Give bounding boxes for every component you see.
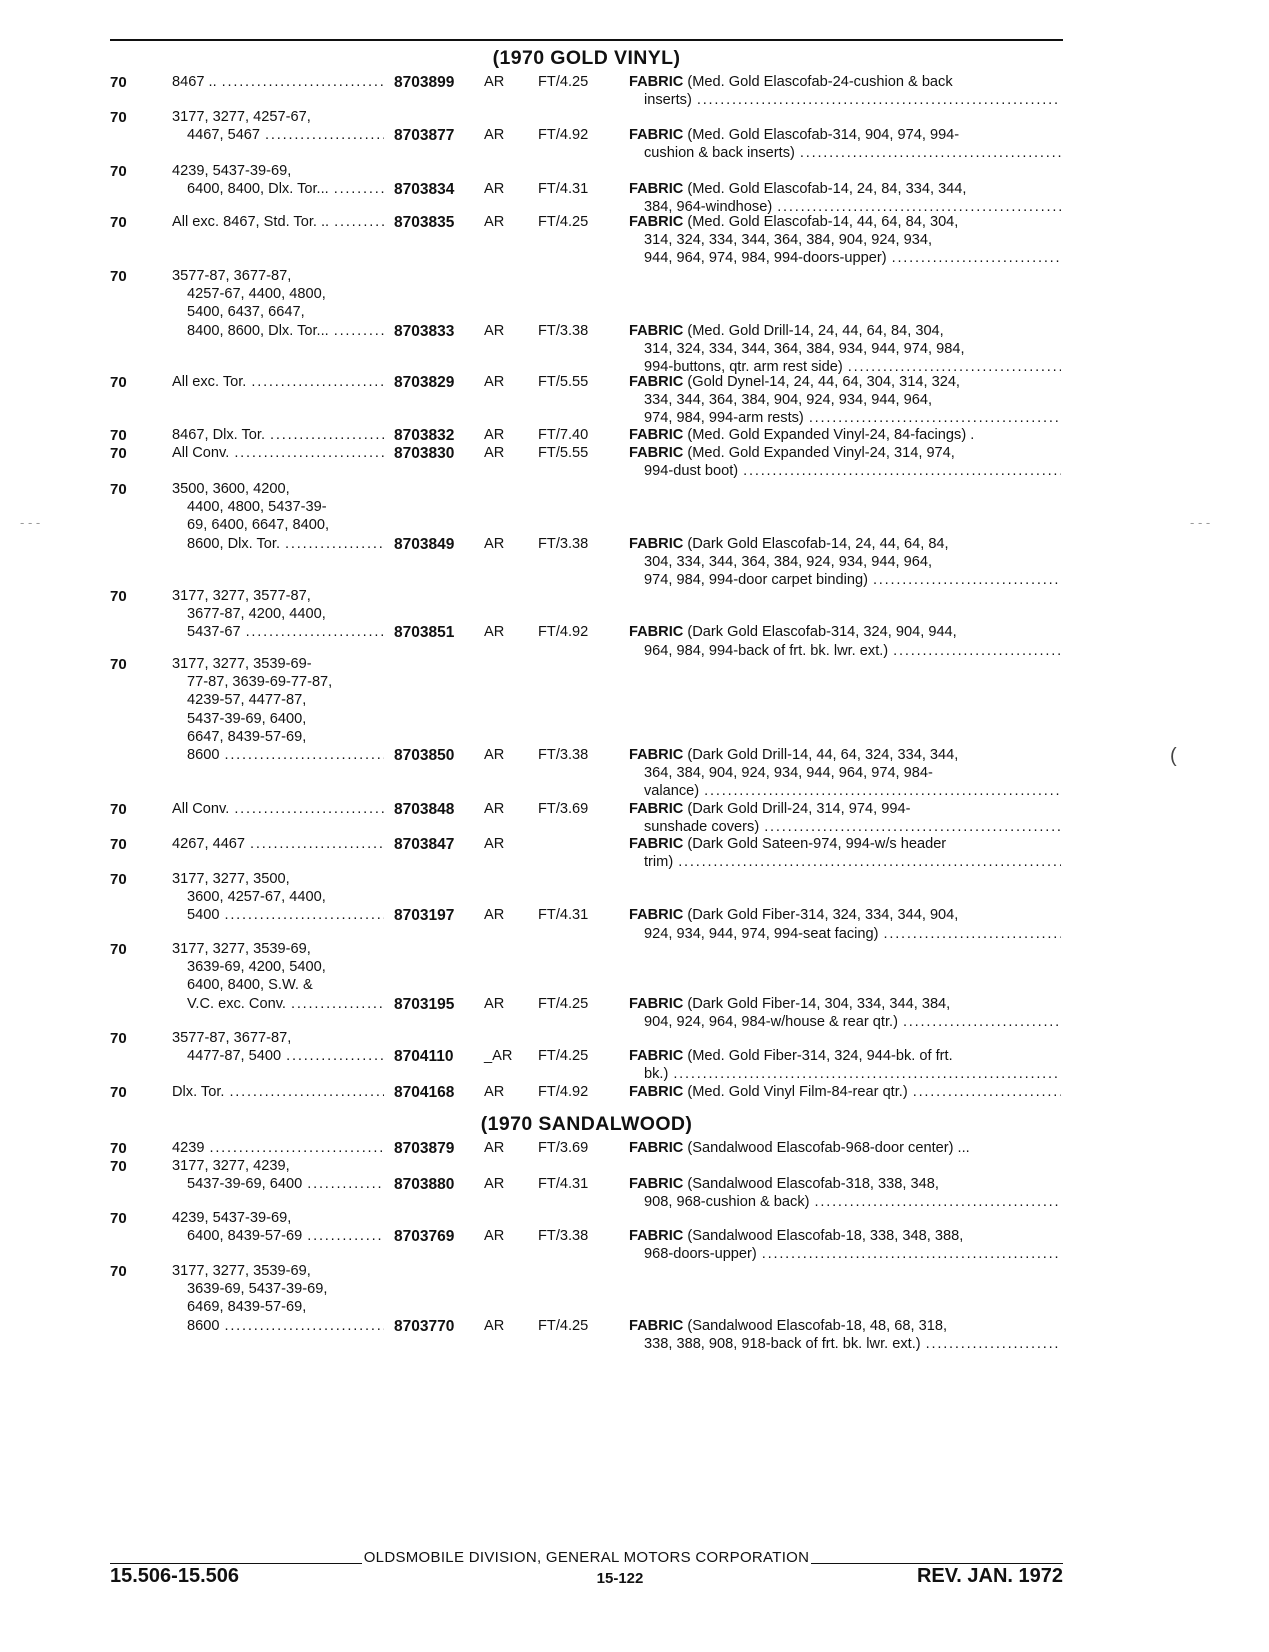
- leader-dots: [893, 642, 1061, 660]
- entry-year: 70: [110, 1210, 127, 1227]
- leader-dots: [224, 1317, 384, 1335]
- entry-unit: FT/4.92: [538, 127, 589, 144]
- entry-part-number: 8703197: [394, 907, 455, 925]
- model-line: 4239-57, 4477-87,: [187, 692, 307, 709]
- entry-year: 70: [110, 109, 127, 126]
- entry-model: [172, 162, 384, 198]
- leader-dots: [743, 462, 1061, 480]
- entry-part-number: 8703879: [394, 1140, 455, 1157]
- leader-dots: [334, 322, 384, 340]
- leader-dots: [270, 426, 384, 444]
- leader-dots: [764, 818, 1061, 836]
- leader-dots: [926, 1335, 1061, 1353]
- model-line: 4267, 4467: [172, 836, 246, 852]
- footer-revision: REV. JAN. 1972: [916, 1565, 1063, 1587]
- description-line: 968-doors-upper): [644, 1246, 757, 1263]
- entry-quantity: AR: [484, 427, 505, 443]
- entry-unit: FT/4.31: [538, 181, 589, 198]
- description-keyword: FABRIC: [629, 535, 684, 552]
- model-line: 5400, 6437, 6647,: [187, 304, 305, 321]
- model-line: 3577-87, 3677-87,: [172, 268, 292, 284]
- entry-quantity: AR: [484, 801, 505, 817]
- description-line: (Gold Dynel-14, 24, 44, 64, 304, 314, 324,: [687, 374, 960, 390]
- model-line: 5400: [187, 907, 220, 924]
- leader-dots: [246, 623, 384, 641]
- description-line: 384, 964-windhose): [644, 199, 773, 216]
- description-line: (Med. Gold Elascofab-314, 904, 974, 994-: [687, 127, 960, 144]
- entry-quantity: AR: [484, 535, 505, 552]
- leader-dots: [873, 571, 1061, 589]
- description-line: cushion & back inserts): [644, 145, 795, 162]
- model-line: 3639-69, 4200, 5400,: [187, 959, 326, 976]
- description-line: (Dark Gold Elascofab-314, 324, 904, 944,: [687, 624, 957, 641]
- entry-part-number: 8703899: [394, 74, 455, 91]
- entry-quantity: AR: [484, 181, 505, 198]
- description-keyword: FABRIC: [629, 1048, 684, 1065]
- scan-mark: - - -: [20, 515, 41, 530]
- entry-quantity: AR: [484, 445, 505, 461]
- top-rule: [110, 39, 1063, 41]
- model-line: 6469, 8439-57-69,: [187, 1299, 307, 1316]
- entry-unit: FT/3.38: [538, 747, 589, 763]
- entry-quantity: AR: [484, 127, 505, 144]
- entry-model: [172, 1029, 384, 1065]
- entry-year: 70: [110, 1084, 127, 1101]
- entry-model: [172, 1262, 384, 1335]
- description-line: bk.): [644, 1066, 669, 1083]
- entry-unit: FT/4.31: [538, 1176, 589, 1193]
- leader-dots: [229, 1083, 384, 1101]
- model-line: 3677-87, 4200, 4400,: [187, 606, 326, 623]
- model-line: 8467, Dlx. Tor.: [172, 427, 266, 443]
- model-line: 3177, 3277, 3539-69,: [172, 941, 311, 957]
- entry-part-number: 8703832: [394, 427, 455, 444]
- entry-year: 70: [110, 1158, 127, 1175]
- entry-year: 70: [110, 163, 127, 180]
- entry-unit: FT/4.25: [538, 1317, 589, 1334]
- section-title-gold-vinyl: (1970 GOLD VINYL): [492, 47, 681, 69]
- entry-part-number: 8703830: [394, 445, 455, 462]
- entry-quantity: AR: [484, 624, 505, 641]
- model-line: 8600: [187, 1317, 220, 1334]
- description-line: (Dark Gold Drill-24, 314, 974, 994-: [687, 801, 911, 817]
- entry-description: [629, 322, 1061, 377]
- entry-part-number: 8703847: [394, 836, 455, 853]
- entry-year: 70: [110, 374, 127, 391]
- description-keyword: FABRIC: [629, 995, 684, 1012]
- leader-dots: [334, 180, 384, 198]
- description-line: 314, 324, 334, 344, 364, 384, 904, 924, 934,: [644, 232, 933, 249]
- entry-unit: FT/5.55: [538, 445, 589, 461]
- entry-description: [629, 126, 1061, 162]
- leader-dots: [809, 409, 1061, 427]
- entry-description: [629, 73, 1061, 109]
- entry-unit: FT/4.92: [538, 624, 589, 641]
- description-keyword: FABRIC: [629, 445, 684, 461]
- leader-dots: [704, 782, 1061, 800]
- leader-dots: [307, 1175, 384, 1193]
- leader-dots: [307, 1227, 384, 1245]
- entry-part-number: 8704110: [394, 1048, 454, 1066]
- description-keyword: FABRIC: [629, 1140, 684, 1156]
- entry-part-number: 8703851: [394, 624, 455, 642]
- model-line: 6400, 8400, S.W. &: [187, 977, 313, 994]
- description-line: inserts): [644, 92, 692, 109]
- description-line: (Med. Gold Expanded Vinyl-24, 84-facings) .: [687, 427, 975, 443]
- entry-part-number: 8704168: [394, 1084, 455, 1101]
- model-line: 5437-67: [187, 624, 241, 641]
- description-line: (Sandalwood Elascofab-18, 338, 348, 388,: [687, 1228, 964, 1245]
- entry-description: [629, 426, 1061, 444]
- description-keyword: FABRIC: [629, 427, 684, 443]
- model-line: 8600, Dlx. Tor.: [187, 535, 281, 552]
- entry-year: 70: [110, 941, 127, 958]
- model-line: V.C. exc. Conv.: [187, 995, 286, 1012]
- entry-model: [172, 426, 384, 444]
- entry-year: 70: [110, 268, 127, 285]
- entry-description: [629, 180, 1061, 216]
- entry-model: [172, 373, 384, 391]
- leader-dots: [285, 535, 384, 553]
- description-line: 364, 384, 904, 924, 934, 944, 964, 974, 984-: [644, 765, 933, 782]
- description-line: 314, 324, 334, 344, 364, 384, 934, 944, 974, 984,: [644, 340, 965, 357]
- leader-dots: [224, 746, 384, 764]
- entry-model: [172, 655, 384, 764]
- leader-dots: [815, 1193, 1062, 1211]
- entry-model: [172, 835, 384, 853]
- entry-year: 70: [110, 427, 127, 444]
- entry-model: [172, 108, 384, 144]
- entry-description: [629, 213, 1061, 268]
- entry-unit: FT/3.38: [538, 1228, 589, 1245]
- entry-model: [172, 213, 384, 231]
- entry-unit: FT/4.25: [538, 214, 589, 230]
- entry-part-number: 8703769: [394, 1228, 455, 1246]
- entry-model: [172, 267, 384, 340]
- entry-description: [629, 1175, 1061, 1211]
- description-keyword: FABRIC: [629, 1317, 684, 1334]
- description-line: 974, 984, 994-arm rests): [644, 410, 804, 427]
- description-line: 338, 388, 908, 918-back of frt. bk. lwr. ext.): [644, 1335, 921, 1352]
- entry-part-number: 8703835: [394, 214, 455, 231]
- leader-dots: [291, 995, 384, 1013]
- entry-unit: FT/5.55: [538, 374, 589, 390]
- footer-page-number: 15-122: [596, 1570, 644, 1587]
- description-line: 944, 964, 974, 984, 994-doors-upper): [644, 250, 887, 267]
- footer-section-range: 15.506-15.506: [110, 1565, 240, 1587]
- entry-quantity: AR: [484, 74, 505, 90]
- entry-model: [172, 480, 384, 553]
- description-line: (Sandalwood Elascofab-18, 48, 68, 318,: [687, 1317, 948, 1334]
- leader-dots: [892, 249, 1061, 267]
- leader-dots: [234, 444, 384, 462]
- entry-model: [172, 1139, 384, 1157]
- description-keyword: FABRIC: [629, 74, 684, 90]
- entry-description: [629, 1083, 1061, 1101]
- entry-year: 70: [110, 1263, 127, 1280]
- description-keyword: FABRIC: [629, 374, 684, 390]
- model-line: 4467, 5467: [187, 127, 261, 144]
- entry-year: 70: [110, 481, 127, 498]
- model-line: 6400, 8439-57-69: [187, 1228, 303, 1245]
- entry-unit: FT/3.69: [538, 801, 589, 817]
- model-line: 69, 6400, 6647, 8400,: [187, 517, 330, 534]
- entry-model: [172, 870, 384, 925]
- description-line: (Dark Gold Drill-14, 44, 64, 324, 334, 344,: [687, 747, 959, 763]
- entry-model: [172, 1083, 384, 1101]
- entry-description: [629, 906, 1061, 942]
- entry-year: 70: [110, 656, 127, 673]
- description-keyword: FABRIC: [629, 214, 684, 230]
- model-line: All exc. 8467, Std. Tor. ..: [172, 214, 330, 230]
- entry-description: [629, 1139, 1061, 1157]
- model-line: 4239, 5437-39-69,: [172, 163, 292, 179]
- entry-part-number: 8703848: [394, 801, 455, 818]
- model-line: 8600: [187, 746, 220, 763]
- entry-model: [172, 1157, 384, 1193]
- entry-model: [172, 73, 384, 91]
- description-keyword: FABRIC: [629, 127, 684, 144]
- entry-model: [172, 587, 384, 642]
- description-line: (Med. Gold Elascofab-14, 24, 84, 334, 344,: [687, 181, 967, 198]
- description-line: (Dark Gold Fiber-314, 324, 334, 344, 904,: [687, 907, 959, 924]
- entry-description: [629, 623, 1061, 659]
- entry-part-number: 8703850: [394, 747, 455, 764]
- entry-year: 70: [110, 871, 127, 888]
- description-line: (Med. Gold Elascofab-24-cushion & back: [687, 74, 953, 90]
- entry-year: 70: [110, 801, 127, 818]
- model-line: 3177, 3277, 3500,: [172, 871, 290, 887]
- entry-unit: FT/7.40: [538, 427, 589, 443]
- description-keyword: FABRIC: [629, 836, 684, 852]
- model-line: 3577-87, 3677-87,: [172, 1030, 292, 1046]
- leader-dots: [209, 1139, 384, 1157]
- section-title-sandalwood: (1970 SANDALWOOD): [480, 1113, 693, 1135]
- leader-dots: [251, 373, 384, 391]
- entry-quantity: AR: [484, 995, 505, 1012]
- entry-unit: FT/4.25: [538, 74, 589, 90]
- model-line: 4400, 4800, 5437-39-: [187, 499, 327, 516]
- model-line: 3177, 3277, 3539-69-: [172, 656, 312, 672]
- entry-year: 70: [110, 1030, 127, 1047]
- description-keyword: FABRIC: [629, 801, 684, 817]
- leader-dots: [265, 126, 384, 144]
- description-keyword: FABRIC: [629, 1176, 684, 1193]
- model-line: 6647, 8439-57-69,: [187, 728, 307, 745]
- description-line: 908, 968-cushion & back): [644, 1194, 810, 1211]
- description-line: 994-buttons, qtr. arm rest side): [644, 358, 843, 375]
- description-line: (Med. Gold Elascofab-14, 44, 64, 84, 304,: [687, 214, 959, 230]
- model-line: 3639-69, 5437-39-69,: [187, 1281, 328, 1298]
- leader-dots: [913, 1083, 1061, 1101]
- entry-quantity: AR: [484, 1084, 505, 1100]
- description-line: 964, 984, 994-back of frt. bk. lwr. ext.): [644, 642, 889, 659]
- description-keyword: FABRIC: [629, 1084, 684, 1100]
- entry-year: 70: [110, 836, 127, 853]
- description-keyword: FABRIC: [629, 181, 684, 198]
- model-line: 3177, 3277, 3577-87,: [172, 588, 311, 604]
- model-line: 5437-39-69, 6400: [187, 1176, 303, 1193]
- description-line: 924, 934, 944, 974, 994-seat facing): [644, 925, 879, 942]
- description-line: (Med. Gold Fiber-314, 324, 944-bk. of frt.: [687, 1048, 953, 1065]
- description-line: 994-dust boot): [644, 463, 739, 480]
- entry-part-number: 8703877: [394, 127, 455, 145]
- entry-quantity: AR: [484, 1228, 505, 1245]
- description-line: 304, 334, 344, 364, 384, 924, 934, 944, 964,: [644, 553, 933, 570]
- model-line: 3177, 3277, 4239,: [172, 1158, 290, 1174]
- description-line: 904, 924, 964, 984-w/house & rear qtr.): [644, 1013, 898, 1030]
- model-line: 4257-67, 4400, 4800,: [187, 286, 326, 303]
- entry-quantity: _AR: [484, 1048, 513, 1065]
- entry-quantity: AR: [484, 747, 505, 763]
- model-line: All Conv.: [172, 445, 230, 461]
- description-line: (Sandalwood Elascofab-318, 338, 348,: [687, 1176, 939, 1193]
- description-line: (Dark Gold Fiber-14, 304, 334, 344, 384,: [687, 995, 951, 1012]
- model-line: 8400, 8600, Dlx. Tor...: [187, 322, 329, 339]
- description-keyword: FABRIC: [629, 1228, 684, 1245]
- model-line: 5437-39-69, 6400,: [187, 710, 307, 727]
- entry-part-number: 8703833: [394, 322, 455, 340]
- model-line: 3600, 4257-67, 4400,: [187, 889, 326, 906]
- scan-mark: (: [1170, 745, 1177, 767]
- description-line: (Med. Gold Vinyl Film-84-rear qtr.): [687, 1084, 908, 1100]
- leader-dots: [334, 213, 384, 231]
- entry-quantity: AR: [484, 322, 505, 339]
- entry-unit: FT/3.38: [538, 535, 589, 552]
- entry-description: [629, 1227, 1061, 1263]
- model-line: All Conv.: [172, 801, 230, 817]
- description-keyword: FABRIC: [629, 624, 684, 641]
- description-line: (Med. Gold Drill-14, 24, 44, 64, 84, 304,: [687, 322, 944, 339]
- model-line: 6400, 8400, Dlx. Tor...: [187, 181, 329, 198]
- description-line: (Sandalwood Elascofab-968-door center) ...: [687, 1140, 970, 1156]
- entry-unit: FT/3.69: [538, 1140, 589, 1156]
- entry-description: [629, 835, 1061, 871]
- description-keyword: FABRIC: [629, 907, 684, 924]
- leader-dots: [286, 1047, 384, 1065]
- entry-description: [629, 444, 1061, 480]
- entry-description: [629, 535, 1061, 590]
- entry-quantity: AR: [484, 836, 505, 852]
- entry-unit: FT/4.92: [538, 1084, 589, 1100]
- model-line: 8467 ..: [172, 74, 217, 90]
- entry-year: 70: [110, 445, 127, 462]
- leader-dots: [903, 1013, 1061, 1031]
- leader-dots: [224, 906, 384, 924]
- entry-part-number: 8703880: [394, 1176, 455, 1194]
- description-line: 974, 984, 994-door carpet binding): [644, 571, 868, 588]
- entry-year: 70: [110, 214, 127, 231]
- entry-description: [629, 995, 1061, 1031]
- entry-quantity: AR: [484, 1176, 505, 1193]
- leader-dots: [883, 925, 1061, 943]
- model-line: 3177, 3277, 3539-69,: [172, 1263, 311, 1279]
- entry-quantity: AR: [484, 1317, 505, 1334]
- leader-dots: [673, 1065, 1061, 1083]
- entry-description: [629, 1047, 1061, 1083]
- entry-unit: FT/4.31: [538, 907, 589, 924]
- description-line: (Med. Gold Expanded Vinyl-24, 314, 974,: [687, 445, 955, 461]
- model-line: All exc. Tor.: [172, 374, 247, 390]
- entry-model: [172, 940, 384, 1013]
- entry-unit: FT/3.38: [538, 322, 589, 339]
- entry-part-number: 8703770: [394, 1317, 455, 1335]
- leader-dots: [800, 144, 1061, 162]
- entry-description: [629, 746, 1061, 801]
- entry-part-number: 8703834: [394, 181, 455, 199]
- entry-unit: FT/4.25: [538, 1048, 589, 1065]
- model-line: Dlx. Tor.: [172, 1084, 225, 1100]
- model-line: 4477-87, 5400: [187, 1048, 282, 1065]
- model-line: 4239: [172, 1140, 205, 1156]
- entry-part-number: 8703829: [394, 374, 455, 391]
- entry-quantity: AR: [484, 907, 505, 924]
- entry-model: [172, 444, 384, 462]
- entry-quantity: AR: [484, 214, 505, 230]
- model-line: 3500, 3600, 4200,: [172, 481, 290, 497]
- description-line: 334, 344, 364, 384, 904, 924, 934, 944, 964,: [644, 392, 933, 409]
- description-line: (Dark Gold Elascofab-14, 24, 44, 64, 84,: [687, 535, 949, 552]
- entry-part-number: 8703849: [394, 535, 455, 553]
- leader-dots: [250, 835, 384, 853]
- description-line: trim): [644, 854, 674, 871]
- entry-year: 70: [110, 74, 127, 91]
- entry-description: [629, 800, 1061, 836]
- entry-unit: FT/4.25: [538, 995, 589, 1012]
- model-line: 4239, 5437-39-69,: [172, 1210, 292, 1226]
- leader-dots: [697, 91, 1061, 109]
- entry-model: [172, 800, 384, 818]
- scan-mark: - - -: [1190, 515, 1211, 530]
- entry-description: [629, 373, 1061, 428]
- entry-year: 70: [110, 1140, 127, 1157]
- leader-dots: [222, 73, 384, 91]
- description-keyword: FABRIC: [629, 747, 684, 763]
- entry-model: [172, 1209, 384, 1245]
- footer-division: OLDSMOBILE DIVISION, GENERAL MOTORS CORPORATION: [363, 1549, 810, 1566]
- description-line: (Dark Gold Sateen-974, 994-w/s header: [687, 836, 947, 852]
- description-keyword: FABRIC: [629, 322, 684, 339]
- entry-description: [629, 1317, 1061, 1353]
- entry-part-number: 8703195: [394, 995, 455, 1013]
- description-line: valance): [644, 783, 700, 800]
- entry-quantity: AR: [484, 1140, 505, 1156]
- description-line: sunshade covers): [644, 819, 760, 836]
- leader-dots: [762, 1245, 1061, 1263]
- model-line: 3177, 3277, 4257-67,: [172, 109, 311, 125]
- model-line: 77-87, 3639-69-77-87,: [187, 674, 333, 691]
- entry-quantity: AR: [484, 374, 505, 390]
- leader-dots: [234, 800, 384, 818]
- leader-dots: [678, 853, 1061, 871]
- entry-year: 70: [110, 588, 127, 605]
